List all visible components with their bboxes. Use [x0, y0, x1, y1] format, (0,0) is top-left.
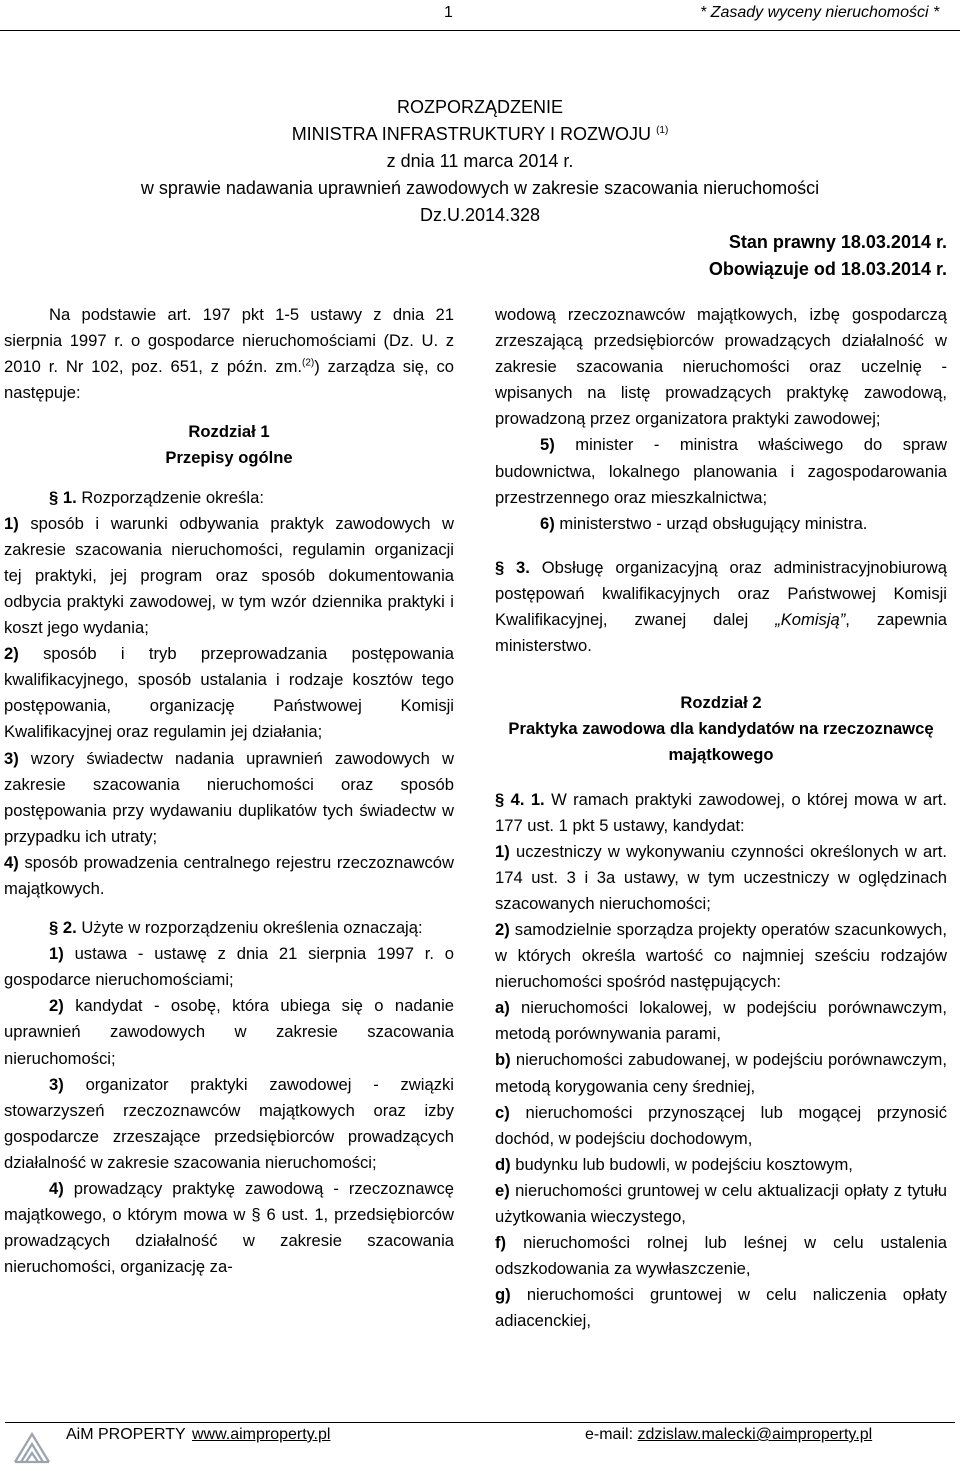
sub-item: g) nieruchomości gruntowej w celu naliczenia opłaty adiacenckiej, — [495, 1285, 947, 1331]
chapter-2-title: Praktyka zawodowa dla kandydatów na rzeczoznawcę majątkowego — [508, 719, 934, 765]
document-title-block — [0, 94, 960, 229]
status-obowiazuje: Obowiązuje od 18.03.2014 r. — [708, 259, 947, 279]
list-item: 2) samodzielnie sporządza projekty operatów szacunkowych, w których określa wartość co najmniej sześciu rodzajów nieruchomości spośród następujących: — [495, 919, 947, 992]
page-header — [0, 0, 960, 31]
title-subject: w sprawie nadawania uprawnień zawodowych w zakresie szacowania nieruchomości — [140, 178, 820, 198]
section-sign: § — [49, 487, 63, 507]
email-link[interactable]: zdzislaw.malecki@aimproperty.pl — [637, 1426, 873, 1443]
chapter-2-label: Rozdział 2 — [680, 693, 762, 713]
list-item: 1) sposób i warunki odbywania praktyk zawodowych w zakresie szacowania nieruchomości, regulamin organizacji tej praktyki, jej program oraz sposób dokumentowania odbycia praktyki zawodowej, w tym wzór dziennika praktyki i koszt jego wydania; — [4, 513, 454, 638]
right-column — [495, 302, 947, 1334]
paragraph-1: § 1. Rozporządzenie określa: — [49, 487, 264, 507]
definition-item: 4) prowadzący praktykę zawodową - rzeczoznawcę majątkowego, o którym mowa w § 6 ust. 1, przedsiębiorców prowadzących działalność w zakresie szacowania nieruchomości, organizację za- — [4, 1179, 454, 1277]
chapter-1-title: Przepisy ogólne — [165, 448, 293, 468]
left-column — [4, 302, 454, 1280]
definition-item: 2) kandydat - osobę, która ubiega się o nadanie uprawnień zawodowych w zakresie szacowania nieruchomości; — [4, 996, 454, 1068]
sub-item: d) budynku lub budowli, w podejściu kosztowym, — [495, 1154, 853, 1174]
title-line-2: MINISTRA INFRASTRUKTURY I ROZWOJU $^{(1)}$ — [291, 124, 669, 144]
company-name: AiM PROPERTY — [66, 1426, 186, 1443]
list-item: 3) wzory świadectw nadania uprawnień zawodowych w zakresie szacowania nieruchomości oraz sposób postępowania przy wydawaniu duplikatów tych świadectw w przypadku ich utraty; — [4, 748, 454, 846]
title-citation: Dz.U.2014.328 — [419, 205, 541, 225]
title-line-1: ROZPORZĄDZENIE — [396, 97, 563, 117]
paragraph-2: § 2. Użyte w rozporządzeniu określenia oznaczają: — [49, 918, 423, 938]
status-stan: Stan prawny 18.03.2014 r. — [728, 232, 947, 252]
legal-status — [709, 229, 947, 283]
list-item: 1) uczestniczy w wykonywaniu czynności określonych w art. 174 ust. 3 i 3a ustawy, w tym uczestniczy w oględzinach szacowanych nieruchomości; — [495, 841, 947, 913]
sub-item: e) nieruchomości gruntowej w celu aktualizacji opłaty z tytułu użytkowania wieczystego, — [495, 1180, 947, 1226]
definition-item: 3) organizator praktyki zawodowej - związki stowarzyszeń rzeczoznawców majątkowych oraz izby gospodarcze zrzeszające przedsiębiorców prowadzących działalność w zakresie szacowania nieruchomości; — [4, 1074, 454, 1172]
chapter-1-label: Rozdział 1 — [188, 422, 270, 442]
sub-item: c) nieruchomości przynoszącej lub mogącej przynosić dochód, w podejściu dochodowym, — [495, 1102, 947, 1148]
company-logo-icon — [12, 1428, 52, 1466]
page-footer — [0, 1422, 960, 1471]
paragraph-3: § 3. Obsługę organizacyjną oraz administracyjnobiurową postępowań kwalifikacyjnych oraz Państwowej Komisji Kwalifikacyjnej, zwanej dalej „Komisją”, zapewnia ministerstwo. — [495, 557, 947, 656]
footer-divider — [5, 1422, 955, 1423]
footnote-ref: (1) — [656, 125, 669, 136]
website-link[interactable]: www.aimproperty.pl — [192, 1426, 331, 1443]
paragraph-4: § 4. 1. W ramach praktyki zawodowej, o której mowa w art. 177 ust. 1 pkt 5 ustawy, kandydat: — [495, 789, 947, 835]
running-title: * Zasady wyceny nieruchomości * — [700, 4, 940, 21]
definition-item: 6) ministerstwo - urząd obsługujący ministra. — [540, 513, 868, 533]
page-number: 1 — [444, 4, 453, 21]
definition-item: 1) ustawa - ustawę z dnia 21 sierpnia 1997 r. o gospodarce nieruchomościami; — [4, 944, 454, 990]
sub-item: f) nieruchomości rolnej lub leśnej w celu ustalenia odszkodowania za wywłaszczenie, — [495, 1233, 947, 1279]
definition-continuation: wodową rzeczoznawców majątkowych, izbę gospodarczą zrzeszającą przedsiębiorców prowadzących działalność w zakresie szacowania nieruchomości oraz uczelnię - wpisanych na listę prowadzących praktykę zawodową, prowadzoną przez organizatora praktyki zawodowej; — [495, 305, 947, 429]
email-contact: e-mail: zdzislaw.malecki@aimproperty.pl — [585, 1426, 873, 1443]
title-date: z dnia 11 marca 2014 r. — [386, 151, 574, 171]
preamble: Na podstawie art. 197 pkt 1-5 ustawy z dnia 21 sierpnia 1997 r. o gospodarce nieruchomościami (Dz. U. z 2010 r. Nr 102, poz. 651, z późn. zm.$^{(2)}$) zarządza się, co następuje: — [4, 305, 454, 403]
sub-item: b) nieruchomości zabudowanej, w podejściu porównawczym, metodą korygowania ceny średniej, — [495, 1050, 947, 1096]
sub-item: a) nieruchomości lokalowej, w podejściu porównawczym, metodą porównywania parami, — [495, 998, 947, 1044]
definition-item: 5) minister - ministra właściwego do spraw budownictwa, lokalnego planowania i zagospodarowania przestrzennego oraz mieszkalnictwa; — [495, 435, 947, 507]
list-item: 4) sposób prowadzenia centralnego rejestru rzeczoznawców majątkowych. — [4, 852, 454, 898]
list-item: 2) sposób i tryb przeprowadzania postępowania kwalifikacyjnego, sposób ustalania i rodzaje kosztów tego postępowania, organizację Państwowej Komisji Kwalifikacyjnej oraz regulamin jej działania; — [4, 644, 454, 742]
